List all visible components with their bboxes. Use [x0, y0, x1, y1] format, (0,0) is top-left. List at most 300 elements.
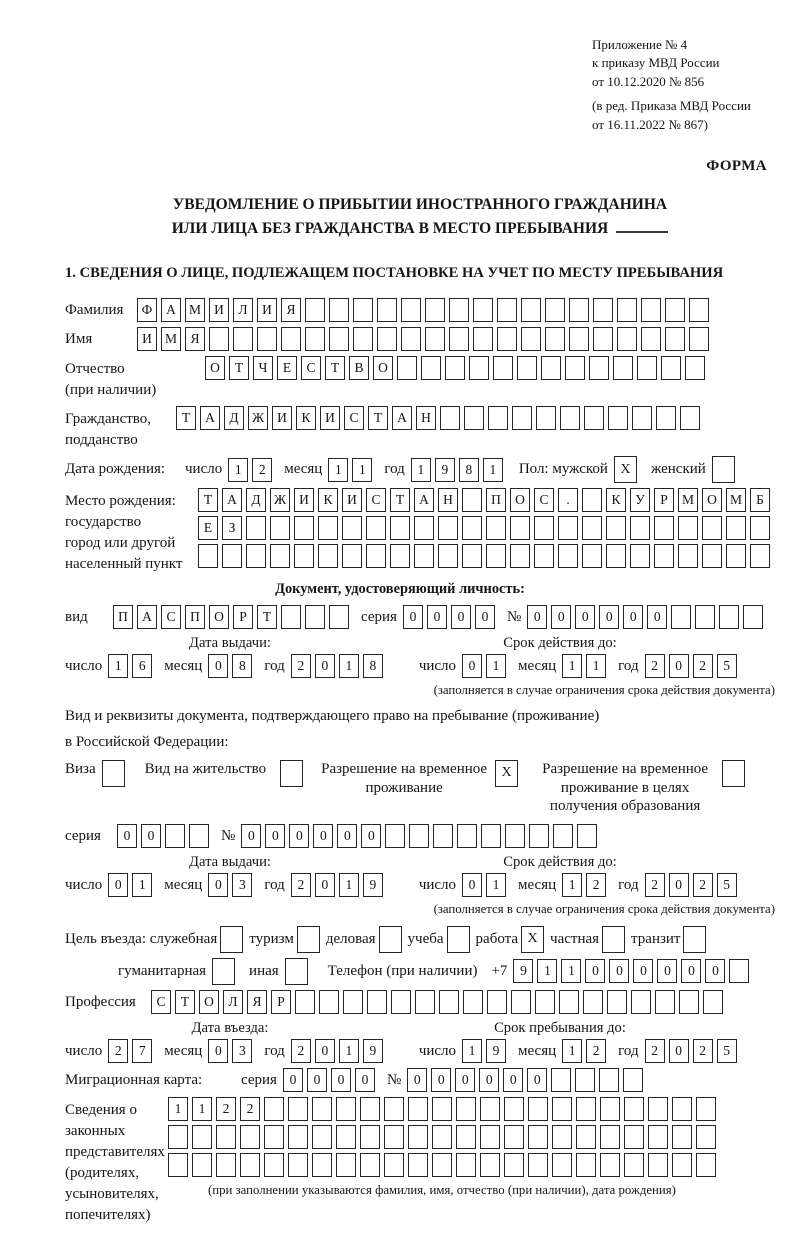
char-cell[interactable] [264, 1125, 284, 1149]
char-cell[interactable] [656, 406, 676, 430]
char-cell[interactable] [391, 990, 411, 1014]
char-cell[interactable] [414, 544, 434, 568]
humanitarian-checkbox[interactable] [212, 958, 235, 985]
char-cell[interactable]: 0 [208, 1039, 228, 1063]
char-cell[interactable]: А [414, 488, 434, 512]
char-cell[interactable] [584, 406, 604, 430]
char-cell[interactable] [342, 544, 362, 568]
char-cell[interactable] [216, 1125, 236, 1149]
char-cell[interactable]: 9 [363, 1039, 383, 1063]
char-cell[interactable] [456, 1153, 476, 1177]
char-cell[interactable] [678, 544, 698, 568]
char-cell[interactable]: 2 [693, 654, 713, 678]
char-cell[interactable]: 2 [586, 1039, 606, 1063]
char-cell[interactable]: 0 [315, 654, 335, 678]
char-cell[interactable]: О [199, 990, 219, 1014]
char-cell[interactable] [632, 406, 652, 430]
char-cell[interactable]: 2 [252, 458, 272, 482]
char-cell[interactable] [198, 544, 218, 568]
char-cell[interactable] [246, 544, 266, 568]
transit-checkbox[interactable] [683, 926, 706, 953]
char-cell[interactable] [504, 1097, 524, 1121]
char-cell[interactable]: 0 [575, 605, 595, 629]
char-cell[interactable] [689, 298, 709, 322]
char-cell[interactable]: Т [257, 605, 277, 629]
char-cell[interactable] [703, 990, 723, 1014]
char-cell[interactable]: 0 [265, 824, 285, 848]
char-cell[interactable] [600, 1097, 620, 1121]
char-cell[interactable]: 0 [307, 1068, 327, 1092]
char-cell[interactable] [438, 516, 458, 540]
char-cell[interactable]: Р [654, 488, 674, 512]
char-cell[interactable] [552, 1153, 572, 1177]
char-cell[interactable] [487, 990, 507, 1014]
char-cell[interactable]: С [301, 356, 321, 380]
char-cell[interactable] [209, 327, 229, 351]
char-cell[interactable] [569, 327, 589, 351]
char-cell[interactable] [240, 1125, 260, 1149]
char-cell[interactable] [421, 356, 441, 380]
char-cell[interactable]: О [373, 356, 393, 380]
char-cell[interactable]: 0 [427, 605, 447, 629]
char-cell[interactable]: 5 [717, 873, 737, 897]
char-cell[interactable] [456, 1125, 476, 1149]
char-cell[interactable] [264, 1153, 284, 1177]
char-cell[interactable]: 0 [623, 605, 643, 629]
tourism-checkbox[interactable] [297, 926, 320, 953]
char-cell[interactable] [679, 990, 699, 1014]
char-cell[interactable] [624, 1153, 644, 1177]
char-cell[interactable]: 2 [291, 654, 311, 678]
char-cell[interactable] [294, 544, 314, 568]
char-cell[interactable] [661, 356, 681, 380]
char-cell[interactable] [415, 990, 435, 1014]
char-cell[interactable] [678, 516, 698, 540]
char-cell[interactable] [551, 1068, 571, 1092]
char-cell[interactable]: 1 [562, 1039, 582, 1063]
char-cell[interactable] [189, 824, 209, 848]
char-cell[interactable]: 0 [681, 959, 701, 983]
char-cell[interactable] [534, 544, 554, 568]
char-cell[interactable] [510, 544, 530, 568]
char-cell[interactable]: 9 [435, 458, 455, 482]
char-cell[interactable]: Т [198, 488, 218, 512]
char-cell[interactable] [648, 1097, 668, 1121]
char-cell[interactable]: 0 [551, 605, 571, 629]
char-cell[interactable] [222, 544, 242, 568]
char-cell[interactable] [493, 356, 513, 380]
char-cell[interactable] [425, 298, 445, 322]
char-cell[interactable] [600, 1153, 620, 1177]
char-cell[interactable]: 1 [486, 654, 506, 678]
char-cell[interactable] [168, 1125, 188, 1149]
char-cell[interactable]: 1 [228, 458, 248, 482]
char-cell[interactable]: 6 [132, 654, 152, 678]
char-cell[interactable]: Я [281, 298, 301, 322]
char-cell[interactable] [517, 356, 537, 380]
char-cell[interactable] [257, 327, 277, 351]
char-cell[interactable] [480, 1125, 500, 1149]
char-cell[interactable]: П [486, 488, 506, 512]
char-cell[interactable] [719, 605, 739, 629]
char-cell[interactable]: 2 [216, 1097, 236, 1121]
char-cell[interactable] [353, 327, 373, 351]
char-cell[interactable] [558, 544, 578, 568]
char-cell[interactable] [367, 990, 387, 1014]
char-cell[interactable]: Д [246, 488, 266, 512]
char-cell[interactable] [535, 990, 555, 1014]
char-cell[interactable] [528, 1097, 548, 1121]
char-cell[interactable] [192, 1153, 212, 1177]
char-cell[interactable]: 0 [599, 605, 619, 629]
char-cell[interactable] [589, 356, 609, 380]
char-cell[interactable]: 0 [141, 824, 161, 848]
char-cell[interactable] [631, 990, 651, 1014]
char-cell[interactable]: 0 [475, 605, 495, 629]
char-cell[interactable] [750, 516, 770, 540]
char-cell[interactable] [216, 1153, 236, 1177]
char-cell[interactable] [528, 1125, 548, 1149]
char-cell[interactable] [630, 516, 650, 540]
char-cell[interactable] [449, 298, 469, 322]
char-cell[interactable]: 5 [717, 654, 737, 678]
char-cell[interactable]: 1 [352, 458, 372, 482]
char-cell[interactable]: 0 [585, 959, 605, 983]
char-cell[interactable]: 8 [363, 654, 383, 678]
char-cell[interactable] [497, 298, 517, 322]
char-cell[interactable] [488, 406, 508, 430]
char-cell[interactable] [486, 516, 506, 540]
char-cell[interactable]: С [161, 605, 181, 629]
char-cell[interactable] [319, 990, 339, 1014]
char-cell[interactable] [599, 1068, 619, 1092]
char-cell[interactable] [505, 824, 525, 848]
char-cell[interactable]: 0 [479, 1068, 499, 1092]
char-cell[interactable] [192, 1125, 212, 1149]
char-cell[interactable]: 1 [192, 1097, 212, 1121]
char-cell[interactable]: 2 [291, 1039, 311, 1063]
char-cell[interactable] [432, 1097, 452, 1121]
male-checkbox[interactable]: X [614, 456, 637, 483]
char-cell[interactable] [582, 544, 602, 568]
char-cell[interactable] [529, 824, 549, 848]
char-cell[interactable]: 0 [315, 873, 335, 897]
char-cell[interactable]: А [222, 488, 242, 512]
char-cell[interactable] [617, 327, 637, 351]
char-cell[interactable] [689, 327, 709, 351]
char-cell[interactable] [695, 605, 715, 629]
char-cell[interactable]: 1 [537, 959, 557, 983]
char-cell[interactable] [409, 824, 429, 848]
char-cell[interactable]: 0 [283, 1068, 303, 1092]
char-cell[interactable]: П [185, 605, 205, 629]
char-cell[interactable] [569, 298, 589, 322]
char-cell[interactable] [246, 516, 266, 540]
char-cell[interactable]: 0 [705, 959, 725, 983]
char-cell[interactable] [565, 356, 585, 380]
visa-checkbox[interactable] [102, 760, 125, 787]
char-cell[interactable]: 0 [315, 1039, 335, 1063]
char-cell[interactable] [593, 298, 613, 322]
char-cell[interactable] [397, 356, 417, 380]
char-cell[interactable]: 0 [669, 873, 689, 897]
char-cell[interactable] [377, 298, 397, 322]
char-cell[interactable] [521, 327, 541, 351]
char-cell[interactable]: И [272, 406, 292, 430]
char-cell[interactable]: 0 [407, 1068, 427, 1092]
char-cell[interactable]: 9 [363, 873, 383, 897]
char-cell[interactable]: Д [224, 406, 244, 430]
char-cell[interactable]: 9 [486, 1039, 506, 1063]
char-cell[interactable] [473, 298, 493, 322]
char-cell[interactable] [336, 1153, 356, 1177]
char-cell[interactable]: 0 [208, 873, 228, 897]
char-cell[interactable] [545, 327, 565, 351]
char-cell[interactable] [462, 544, 482, 568]
char-cell[interactable] [312, 1097, 332, 1121]
char-cell[interactable]: Т [325, 356, 345, 380]
char-cell[interactable] [648, 1125, 668, 1149]
char-cell[interactable] [671, 605, 691, 629]
char-cell[interactable] [624, 1097, 644, 1121]
char-cell[interactable] [305, 298, 325, 322]
char-cell[interactable]: 2 [693, 873, 713, 897]
char-cell[interactable] [613, 356, 633, 380]
char-cell[interactable]: 0 [289, 824, 309, 848]
char-cell[interactable]: М [726, 488, 746, 512]
char-cell[interactable] [553, 824, 573, 848]
char-cell[interactable]: 5 [717, 1039, 737, 1063]
char-cell[interactable]: 0 [527, 605, 547, 629]
female-checkbox[interactable] [712, 456, 735, 483]
char-cell[interactable] [623, 1068, 643, 1092]
char-cell[interactable] [559, 990, 579, 1014]
char-cell[interactable]: О [205, 356, 225, 380]
char-cell[interactable] [575, 1068, 595, 1092]
char-cell[interactable] [560, 406, 580, 430]
char-cell[interactable]: 8 [459, 458, 479, 482]
char-cell[interactable] [288, 1153, 308, 1177]
char-cell[interactable]: 0 [355, 1068, 375, 1092]
char-cell[interactable]: Е [277, 356, 297, 380]
char-cell[interactable]: Т [229, 356, 249, 380]
char-cell[interactable] [648, 1153, 668, 1177]
char-cell[interactable]: . [558, 488, 578, 512]
char-cell[interactable] [425, 327, 445, 351]
char-cell[interactable] [558, 516, 578, 540]
char-cell[interactable] [511, 990, 531, 1014]
char-cell[interactable] [462, 488, 482, 512]
char-cell[interactable]: 1 [339, 654, 359, 678]
char-cell[interactable] [486, 544, 506, 568]
char-cell[interactable] [318, 544, 338, 568]
official-checkbox[interactable] [220, 926, 243, 953]
char-cell[interactable] [353, 298, 373, 322]
char-cell[interactable] [390, 516, 410, 540]
char-cell[interactable]: 0 [331, 1068, 351, 1092]
char-cell[interactable]: 2 [291, 873, 311, 897]
char-cell[interactable]: Ж [270, 488, 290, 512]
char-cell[interactable] [617, 298, 637, 322]
char-cell[interactable]: 2 [645, 873, 665, 897]
char-cell[interactable]: 3 [232, 1039, 252, 1063]
char-cell[interactable]: 0 [669, 1039, 689, 1063]
char-cell[interactable] [672, 1125, 692, 1149]
char-cell[interactable]: 0 [633, 959, 653, 983]
char-cell[interactable]: 0 [669, 654, 689, 678]
private-checkbox[interactable] [602, 926, 625, 953]
char-cell[interactable]: Я [247, 990, 267, 1014]
char-cell[interactable] [702, 544, 722, 568]
char-cell[interactable]: М [185, 298, 205, 322]
char-cell[interactable] [593, 327, 613, 351]
char-cell[interactable] [600, 1125, 620, 1149]
char-cell[interactable]: Н [416, 406, 436, 430]
char-cell[interactable]: М [161, 327, 181, 351]
char-cell[interactable]: К [296, 406, 316, 430]
char-cell[interactable] [654, 516, 674, 540]
char-cell[interactable] [401, 298, 421, 322]
char-cell[interactable]: 0 [208, 654, 228, 678]
char-cell[interactable]: Л [233, 298, 253, 322]
char-cell[interactable]: 0 [527, 1068, 547, 1092]
char-cell[interactable]: Ф [137, 298, 157, 322]
char-cell[interactable] [264, 1097, 284, 1121]
char-cell[interactable] [366, 544, 386, 568]
char-cell[interactable] [233, 327, 253, 351]
char-cell[interactable]: 1 [561, 959, 581, 983]
char-cell[interactable]: 0 [431, 1068, 451, 1092]
char-cell[interactable]: 1 [339, 873, 359, 897]
char-cell[interactable] [577, 824, 597, 848]
char-cell[interactable]: 1 [462, 1039, 482, 1063]
residence-permit-checkbox[interactable] [280, 760, 303, 787]
char-cell[interactable]: 2 [693, 1039, 713, 1063]
char-cell[interactable]: 7 [132, 1039, 152, 1063]
char-cell[interactable]: П [113, 605, 133, 629]
char-cell[interactable] [512, 406, 532, 430]
char-cell[interactable]: 2 [645, 654, 665, 678]
char-cell[interactable] [438, 544, 458, 568]
char-cell[interactable] [432, 1153, 452, 1177]
char-cell[interactable] [342, 516, 362, 540]
char-cell[interactable] [582, 516, 602, 540]
char-cell[interactable] [696, 1153, 716, 1177]
edu-residence-checkbox[interactable] [722, 760, 745, 787]
char-cell[interactable] [607, 990, 627, 1014]
char-cell[interactable]: 1 [486, 873, 506, 897]
business-checkbox[interactable] [379, 926, 402, 953]
char-cell[interactable] [440, 406, 460, 430]
char-cell[interactable] [377, 327, 397, 351]
char-cell[interactable] [729, 959, 749, 983]
char-cell[interactable] [329, 327, 349, 351]
char-cell[interactable]: 1 [132, 873, 152, 897]
char-cell[interactable]: 1 [562, 873, 582, 897]
char-cell[interactable]: 0 [503, 1068, 523, 1092]
char-cell[interactable]: Т [368, 406, 388, 430]
char-cell[interactable]: 0 [117, 824, 137, 848]
char-cell[interactable]: Т [390, 488, 410, 512]
char-cell[interactable] [672, 1153, 692, 1177]
char-cell[interactable] [414, 516, 434, 540]
char-cell[interactable] [336, 1125, 356, 1149]
char-cell[interactable] [504, 1125, 524, 1149]
char-cell[interactable] [294, 516, 314, 540]
char-cell[interactable] [464, 406, 484, 430]
char-cell[interactable] [702, 516, 722, 540]
char-cell[interactable]: 0 [647, 605, 667, 629]
work-checkbox[interactable]: X [521, 926, 544, 953]
char-cell[interactable]: С [366, 488, 386, 512]
char-cell[interactable]: К [606, 488, 626, 512]
char-cell[interactable] [408, 1153, 428, 1177]
char-cell[interactable] [329, 298, 349, 322]
char-cell[interactable] [449, 327, 469, 351]
char-cell[interactable]: 9 [513, 959, 533, 983]
char-cell[interactable] [469, 356, 489, 380]
char-cell[interactable]: К [318, 488, 338, 512]
char-cell[interactable] [726, 544, 746, 568]
char-cell[interactable] [534, 516, 554, 540]
char-cell[interactable]: 0 [462, 873, 482, 897]
char-cell[interactable] [165, 824, 185, 848]
char-cell[interactable] [521, 298, 541, 322]
char-cell[interactable] [336, 1097, 356, 1121]
char-cell[interactable]: Ч [253, 356, 273, 380]
char-cell[interactable] [462, 516, 482, 540]
char-cell[interactable]: Я [185, 327, 205, 351]
char-cell[interactable] [481, 824, 501, 848]
char-cell[interactable] [305, 327, 325, 351]
char-cell[interactable]: Н [438, 488, 458, 512]
char-cell[interactable]: С [344, 406, 364, 430]
char-cell[interactable] [504, 1153, 524, 1177]
char-cell[interactable] [385, 824, 405, 848]
char-cell[interactable] [360, 1097, 380, 1121]
char-cell[interactable] [541, 356, 561, 380]
char-cell[interactable]: 1 [339, 1039, 359, 1063]
char-cell[interactable] [630, 544, 650, 568]
char-cell[interactable]: 1 [586, 654, 606, 678]
char-cell[interactable] [457, 824, 477, 848]
char-cell[interactable] [665, 298, 685, 322]
char-cell[interactable] [456, 1097, 476, 1121]
char-cell[interactable] [528, 1153, 548, 1177]
char-cell[interactable] [433, 824, 453, 848]
char-cell[interactable]: Е [198, 516, 218, 540]
char-cell[interactable]: 1 [168, 1097, 188, 1121]
char-cell[interactable]: В [349, 356, 369, 380]
char-cell[interactable] [665, 327, 685, 351]
char-cell[interactable]: 1 [562, 654, 582, 678]
char-cell[interactable] [696, 1125, 716, 1149]
char-cell[interactable]: У [630, 488, 650, 512]
char-cell[interactable] [312, 1153, 332, 1177]
char-cell[interactable] [608, 406, 628, 430]
char-cell[interactable]: О [702, 488, 722, 512]
char-cell[interactable] [270, 516, 290, 540]
char-cell[interactable] [270, 544, 290, 568]
char-cell[interactable] [384, 1153, 404, 1177]
char-cell[interactable] [463, 990, 483, 1014]
char-cell[interactable] [510, 516, 530, 540]
char-cell[interactable] [552, 1097, 572, 1121]
char-cell[interactable] [624, 1125, 644, 1149]
char-cell[interactable]: 0 [455, 1068, 475, 1092]
char-cell[interactable]: Т [175, 990, 195, 1014]
char-cell[interactable] [672, 1097, 692, 1121]
